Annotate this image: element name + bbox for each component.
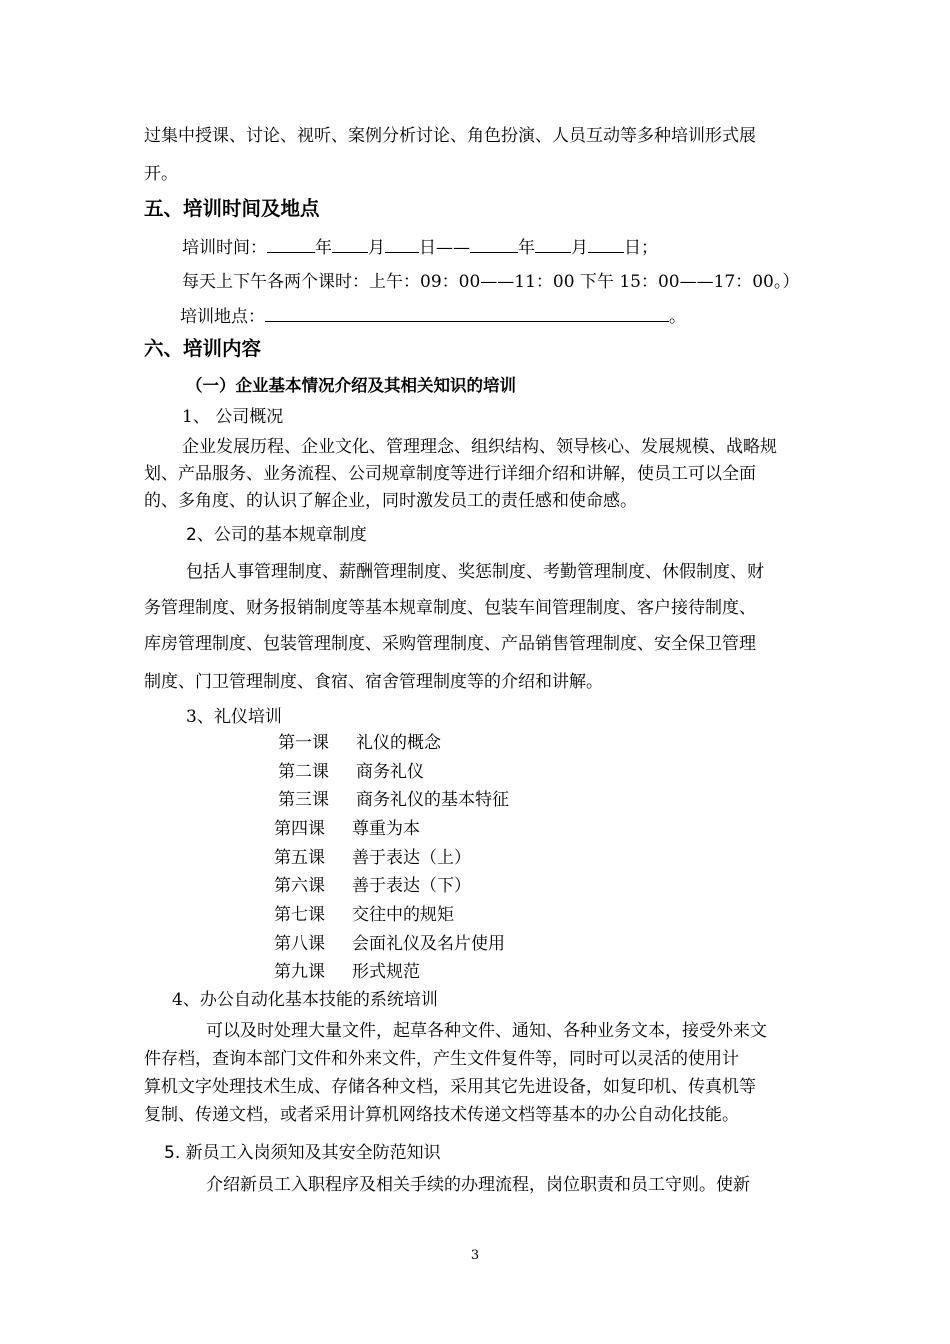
course-number: 第九课 xyxy=(274,962,325,982)
training-place-line xyxy=(180,303,686,329)
end-day-blank xyxy=(588,234,624,253)
end-year-blank xyxy=(470,234,518,253)
item-4-title: 4、办公自动化基本技能的系统培训 xyxy=(172,990,438,1010)
course-number: 第二课 xyxy=(278,762,329,782)
course-row xyxy=(274,846,471,870)
start-year-blank xyxy=(267,234,315,253)
year-char: 年 xyxy=(315,238,332,258)
place-period: 。 xyxy=(669,307,686,327)
item-2-title: 2、公司的基本规章制度 xyxy=(186,525,367,545)
course-row xyxy=(278,760,424,784)
course-title: 商务礼仪 xyxy=(356,762,424,782)
item-1-title: 1、 公司概况 xyxy=(182,407,284,427)
month-char-2: 月 xyxy=(571,238,588,258)
end-month-blank xyxy=(535,234,571,253)
course-title: 尊重为本 xyxy=(352,819,420,839)
course-row xyxy=(274,903,454,927)
course-number: 第八课 xyxy=(274,934,325,954)
day-char: 日 xyxy=(419,238,436,258)
course-number: 第六课 xyxy=(274,876,325,896)
course-row xyxy=(274,874,471,898)
section-6-heading: 六、培训内容 xyxy=(144,337,262,360)
course-number: 第一课 xyxy=(278,733,329,753)
training-time-label: 培训时间： xyxy=(182,238,267,258)
course-row xyxy=(274,817,420,841)
course-row xyxy=(274,932,505,956)
course-title: 善于表达（下） xyxy=(352,876,471,896)
start-day-blank xyxy=(385,234,419,253)
item-2-line-2: 务管理制度、财务报销制度等基本规章制度、包装车间管理制度、客户接待制度、 xyxy=(144,598,756,618)
course-title: 形式规范 xyxy=(352,962,420,982)
daily-schedule: 每天上下午各两个课时：上午：09：00——11：00 下午 15：00——17：00。） xyxy=(182,272,800,292)
course-number: 第四课 xyxy=(274,819,325,839)
intro-line-2: 开。 xyxy=(144,164,178,184)
section-5-heading: 五、培训时间及地点 xyxy=(144,197,320,220)
course-number: 第七课 xyxy=(274,905,325,925)
item-2-line-1: 包括人事管理制度、薪酬管理制度、奖惩制度、考勤管理制度、休假制度、财 xyxy=(186,562,764,582)
course-row xyxy=(274,960,420,984)
intro-line-1: 过集中授课、讨论、视听、案例分析讨论、角色扮演、人员互动等多种培训形式展 xyxy=(144,126,756,146)
year-char-2: 年 xyxy=(518,238,535,258)
item-4-line-1: 可以及时处理大量文件，起草各种文件、通知、各种业务文本，接受外来文 xyxy=(206,1021,767,1041)
course-title: 商务礼仪的基本特征 xyxy=(356,790,509,810)
item-1-line-3: 的、多角度、的认识了解企业，同时激发员工的责任感和使命感。 xyxy=(144,491,637,511)
end-day-char: 日； xyxy=(624,238,658,258)
course-title: 交往中的规矩 xyxy=(352,905,454,925)
part-1-heading: （一）企业基本情况介绍及其相关知识的培训 xyxy=(186,376,516,395)
month-char: 月 xyxy=(368,238,385,258)
item-5-title: 5. 新员工入岗须知及其安全防范知识 xyxy=(164,1143,441,1163)
item-4-line-2: 件存档，查询本部门文件和外来文件，产生文件复件等，同时可以灵活的使用计 xyxy=(144,1049,739,1069)
item-2-line-4: 制度、门卫管理制度、食宿、宿舍管理制度等的介绍和讲解。 xyxy=(144,672,603,692)
item-2-line-3: 库房管理制度、包装管理制度、采购管理制度、产品销售管理制度、安全保卫管理 xyxy=(144,634,756,654)
course-title: 善于表达（上） xyxy=(352,848,471,868)
course-title: 礼仪的概念 xyxy=(356,733,441,753)
item-1-line-1: 企业发展历程、企业文化、管理理念、组织结构、领导核心、发展规模、战略规 xyxy=(182,437,777,457)
item-4-line-3: 算机文字处理技术生成、存储各种文档，采用其它先进设备，如复印机、传真机等 xyxy=(144,1077,756,1097)
course-number: 第五课 xyxy=(274,848,325,868)
item-5-line-1: 介绍新员工入职程序及相关手续的办理流程，岗位职责和员工守则。使新 xyxy=(206,1175,750,1195)
course-title: 会面礼仪及名片使用 xyxy=(352,934,505,954)
page-number: 3 xyxy=(470,1248,480,1263)
training-time-line xyxy=(182,234,658,260)
start-month-blank xyxy=(332,234,368,253)
training-place-label: 培训地点： xyxy=(180,307,265,327)
training-place-blank xyxy=(265,303,669,322)
item-4-line-4: 复制、传递文档，或者采用计算机网络技术传递文档等基本的办公自动化技能。 xyxy=(144,1105,739,1125)
course-row xyxy=(278,788,509,812)
course-number: 第三课 xyxy=(278,790,329,810)
course-row xyxy=(278,731,441,755)
item-3-title: 3、礼仪培训 xyxy=(186,707,282,727)
range-dash: —— xyxy=(436,238,470,258)
item-1-line-2: 划、产品服务、业务流程、公司规章制度等进行详细介绍和讲解，使员工可以全面 xyxy=(144,464,756,484)
